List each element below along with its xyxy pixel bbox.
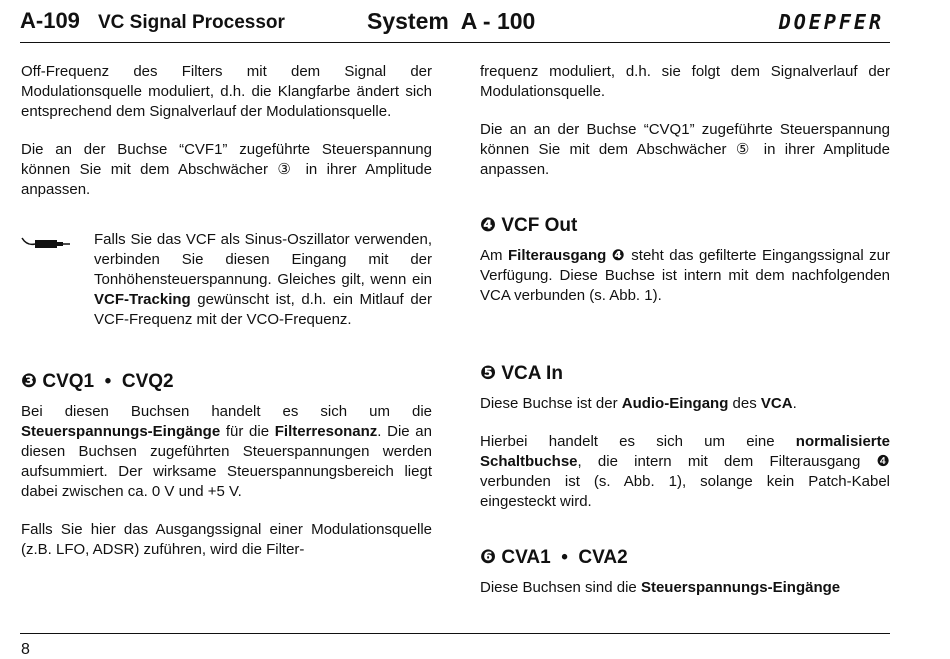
page-header: [20, 4, 890, 43]
note-text: gewünscht ist, d.h. ein Mitlauf der VCF-Frequenz mit der VCO-Frequenz.: [94, 291, 432, 328]
patch-cable-icon: [21, 236, 71, 256]
vcf-out-bold: Filterausgang ❹: [507, 247, 626, 264]
vca-in-text: , die intern mit dem Filterausgang ❹ verbunden ist (s. Abb. 1), solange kein Patch-Kabel eingesteckt wird.: [480, 453, 890, 510]
vca-in-text: des: [728, 395, 761, 412]
paragraph: frequenz moduliert, d.h. sie folgt dem Signalverlauf der Modulationsquelle.: [480, 63, 890, 100]
paragraph: Off-Frequenz des Filters mit dem Signal der Modulationsquelle moduliert, d.h. die Klangfarbe ändert sich entsprechend dem Signalverlauf der Modulationsquelle.: [21, 63, 432, 120]
note-block: [21, 230, 432, 330]
vca-in-text: Diese Buchse ist der: [480, 395, 622, 412]
cvq-bold: Steuerspannungs-Eingänge: [21, 423, 221, 440]
page-number: 8: [21, 641, 30, 658]
cvq-text: für die: [220, 423, 275, 440]
cvq-text: Bei diesen Buchsen handelt es sich um die: [21, 403, 432, 420]
doepfer-logo: DOEPFER: [778, 10, 884, 34]
paragraph: Die an der Buchse “CVF1” zugeführte Steuerspannung können Sie mit dem Abschwächer ③ in ihrer Amplitude anpassen.: [21, 141, 432, 198]
cvq-bold: Filterresonanz: [274, 423, 378, 440]
module-name: VC Signal Processor: [98, 12, 285, 33]
footer-divider: [20, 633, 890, 634]
cvq-text: . Die an diesen Buchsen zugeführten Steuerspannungen werden aufsummiert. Der wirksame Steuerspannungsbereich liegt dabei zwischen ca. 0 V und +5 V.: [21, 423, 432, 500]
vcf-out-text: steht das gefilterte Eingangssignal zur Verfügung. Diese Buchse ist intern mit dem nachfolgenden VCA verbunden (s. Abb. 1).: [480, 247, 891, 304]
left-column: [21, 62, 432, 560]
vcf-out-text: Am: [480, 247, 508, 264]
vca-in-bold: Audio-Eingang: [621, 395, 729, 412]
cva-text: Diese Buchsen sind die: [480, 579, 641, 596]
section-heading-vcf-out: ❹ VCF Out: [480, 215, 578, 236]
vca-in-bold: normalisierte Schaltbuchse: [480, 433, 890, 470]
module-number: A-109: [20, 8, 80, 33]
section-heading-cva: ❻ CVA1 • CVA2: [480, 547, 628, 568]
section-heading-vca-in: ❺ VCA In: [480, 363, 563, 384]
paragraph: Falls Sie hier das Ausgangssignal einer Modulationsquelle (z.B. LFO, ADSR) zuführen, wird die Filter-: [21, 521, 432, 558]
section-heading-cvq: ❸ CVQ1 • CVQ2: [21, 371, 174, 392]
right-column: [480, 62, 890, 598]
paragraph: Die an an der Buchse “CVQ1” zugeführte Steuerspannung können Sie mit dem Abschwächer ⑤ in ihrer Amplitude anpassen.: [480, 121, 890, 178]
system-title: System A - 100: [367, 8, 536, 34]
vca-in-text: .: [792, 395, 797, 412]
note-text: Falls Sie das VCF als Sinus-Oszillator verwenden, verbinden Sie diesen Eingang mit der Tonhöhensteuerspannung. Gleiches gilt, wenn ein: [94, 231, 432, 288]
vca-in-bold: VCA: [760, 395, 793, 412]
note-bold: VCF-Tracking: [94, 291, 191, 308]
vca-in-text: Hierbei handelt es sich um eine: [480, 433, 796, 450]
cva-bold: Steuerspannungs-Eingänge: [640, 579, 841, 596]
